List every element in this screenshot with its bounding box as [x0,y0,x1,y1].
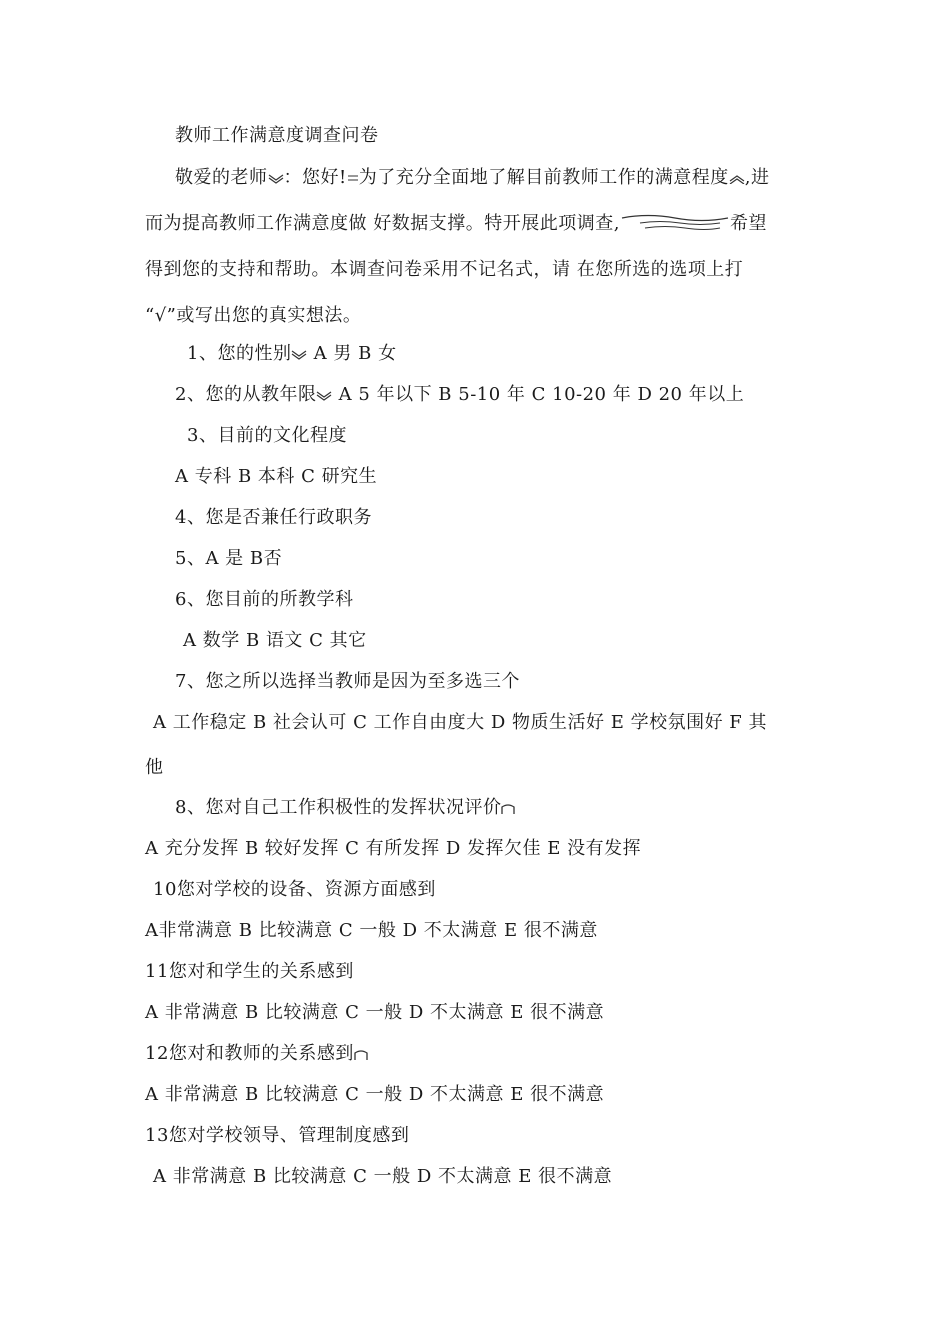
wave-mark-icon [620,213,730,235]
question-8 [175,796,515,820]
question-6: 6、您目前的所教学科 [175,589,354,610]
question-10: 10您对学校的设备、资源方面感到 [153,879,436,900]
question-12-options: A 非常满意 B 比较满意 C 一般 D 不太满意 E 很不满意 [145,1084,605,1105]
question-options: A 男 B 女 [307,343,397,364]
question-text: 12您对和教师的关系感到 [145,1043,354,1064]
question-6-options: A 数学 B 语文 C 其它 [183,630,367,651]
question-13: 13您对学校领导、管理制度感到 [145,1125,410,1146]
question-1 [187,342,397,366]
question-3-options: A 专科 B 本科 C 研究生 [175,466,378,487]
intro-text: 希望 [729,213,767,234]
question-text: 1、您的性别 [187,343,292,364]
intro-text: 敬爱的老师 [175,167,268,188]
question-12 [145,1042,368,1066]
question-7-options-cont: 他 [145,757,164,778]
intro-text: ,进 [744,167,770,188]
chevron-up-icon [729,172,745,184]
intro-line-2 [145,212,767,236]
intro-text: ：您好! [283,167,347,188]
question-7-options: A 工作稳定 B 社会认可 C 工作自由度大 D 物质生活好 E 学校氛围好 F 其 [153,712,767,733]
chevron-down-icon [268,172,284,184]
question-3: 3、目前的文化程度 [187,425,347,446]
question-2 [175,383,744,407]
equals-mark-icon [347,172,359,184]
intro-text: 为了充分全面地了解目前教师工作的满意程度 [358,167,729,188]
intro-line-1 [175,166,769,190]
bracket-mark-icon [501,801,515,815]
question-text: 8、您对自己工作积极性的发挥状况评价 [175,797,502,818]
question-text: 2、您的从教年限 [175,384,317,405]
question-8-options: A 充分发挥 B 较好发挥 C 有所发挥 D 发挥欠佳 E 没有发挥 [145,838,642,859]
question-4: 4、您是否兼任行政职务 [175,507,372,528]
question-5: 5、A 是 B否 [175,548,283,569]
chevron-down-icon [291,348,307,360]
question-11-options: A 非常满意 B 比较满意 C 一般 D 不太满意 E 很不满意 [145,1002,605,1023]
question-10-options: A非常满意 B 比较满意 C 一般 D 不太满意 E 很不满意 [145,920,598,941]
intro-line-4: “√”或写出您的真实想法。 [145,305,362,326]
question-options: A 5 年以下 B 5-10 年 C 10-20 年 D 20 年以上 [332,384,745,405]
document-title: 教师工作满意度调查问卷 [175,125,379,146]
question-13-options: A 非常满意 B 比较满意 C 一般 D 不太满意 E 很不满意 [153,1166,613,1187]
intro-line-3: 得到您的支持和帮助。本调查问卷采用不记名式，请 在您所选的选项上打 [145,259,744,280]
intro-text: 而为提高教师工作满意度做 好数据支撑。特开展此项调查, [145,213,620,234]
chevron-down-icon [316,389,332,401]
bracket-mark-icon [354,1047,368,1061]
question-7: 7、您之所以选择当教师是因为至多选三个 [175,671,520,692]
question-11: 11您对和学生的关系感到 [145,961,354,982]
